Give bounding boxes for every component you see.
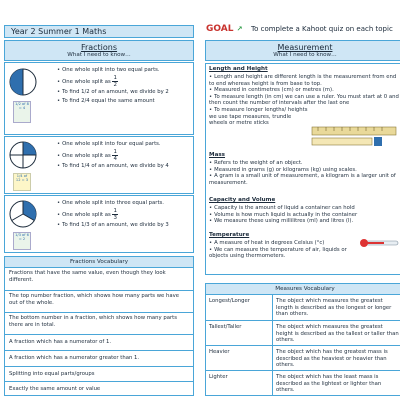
measurement-title: Measurement xyxy=(277,43,333,52)
third-example-box xyxy=(13,232,31,250)
quarters-line-1: • One whole split into four equal parts. xyxy=(57,141,191,148)
measures-term: Tallest/Taller xyxy=(209,324,242,330)
half-fraction: $\frac{1}{2}$ xyxy=(113,74,117,88)
measures-row xyxy=(206,370,400,396)
measures-term: Heavier xyxy=(209,349,230,355)
left-title-box xyxy=(4,25,194,38)
measures-row xyxy=(206,295,400,320)
half-example-label: 1/2 of 8 = 4 xyxy=(15,102,29,111)
thermometer-icon xyxy=(356,236,400,250)
halves-line-1: • One whole split into two equal parts. xyxy=(57,67,191,74)
vocab-row: The bottom number in a fraction, which shows how many parts there are in total. xyxy=(5,312,193,334)
quarter-circle-icon xyxy=(8,140,38,170)
fractions-vocab-title: Fractions Vocabulary xyxy=(69,259,129,265)
temperature-heading: Temperature xyxy=(209,232,250,238)
halves-line-4: • To find 2/4 equal the same amount xyxy=(57,98,191,105)
length-line: • Length and height are different length is the measurement from end to end whereas height is from base to top. xyxy=(209,74,399,87)
mass-heading: Mass xyxy=(209,152,226,158)
measures-def: The object which measures the greatest height is described as the tallest or taller than others. xyxy=(272,321,400,345)
quarters-line-2 xyxy=(57,149,191,162)
capacity-text xyxy=(209,205,399,225)
mass-text xyxy=(209,160,399,186)
fractions-vocab-rows xyxy=(5,268,193,395)
capacity-line: • We measure these using millilitres (ml) and litres (l). xyxy=(209,218,399,225)
halves-line-2-text: One whole split as xyxy=(62,78,111,85)
vocab-row: A fraction which has a numerator greater than 1. xyxy=(5,350,193,366)
length-text xyxy=(209,74,399,127)
quarters-block xyxy=(4,136,194,194)
ruler-icon xyxy=(310,126,400,148)
mass-line: • Refers to the weight of an object. xyxy=(209,160,399,167)
temperature-text xyxy=(209,240,349,260)
measures-def: The object which has the greatest mass is described as the heaviest or heavier than others. xyxy=(272,346,400,370)
goal-arrow-icon: ↗ xyxy=(236,25,243,33)
thirds-line-3: • To find 1/3 of an amount, we divide by 3 xyxy=(57,222,191,229)
capacity-line: • Capacity is the amount of liquid a container can hold xyxy=(209,205,399,212)
capacity-line: • Volume is how much liquid is actually in the container xyxy=(209,212,399,219)
length-line: • To measure longer lengths/ heights we use tape measures, trundle wheels or metre sticks xyxy=(209,107,309,127)
measures-term: Lighter xyxy=(209,374,228,380)
thirds-line-2-text: One whole split as xyxy=(62,211,111,218)
halves-line-3: • To find 1/2 of an amount, we divide by 2 xyxy=(57,89,191,96)
measures-vocab-header xyxy=(205,283,400,295)
goal-logo xyxy=(206,24,246,38)
quarters-line-3: • To find 1/4 of an amount, we divide by 4 xyxy=(57,163,191,170)
measurement-header xyxy=(205,40,400,61)
fractions-subtitle: What I need to know… xyxy=(67,52,131,58)
measures-def: The object which has the least mass is described as the lightest or lighter than others. xyxy=(272,371,400,396)
thirds-line-1: • One whole split into three equal parts. xyxy=(57,200,191,207)
measurement-body xyxy=(205,63,400,275)
fractions-header xyxy=(4,40,194,61)
quarters-text xyxy=(57,141,191,169)
thirds-block xyxy=(4,195,194,253)
vocab-row: A fraction which has a numerator of 1. xyxy=(5,334,193,350)
third-fraction: $\frac{1}{3}$ xyxy=(113,207,117,221)
fractions-vocab-table xyxy=(4,256,194,396)
measures-def: The object which measures the greatest length is described as the longest or longer than others. xyxy=(272,295,400,320)
third-example-label: 1/3 of 6 = 2 xyxy=(15,233,29,242)
vocab-row: Exactly the same amount or value xyxy=(5,381,193,396)
goal-logo-text: GOAL xyxy=(206,24,234,34)
quarter-example-label: 1/4 of 12 = 3 xyxy=(15,174,29,183)
vocab-row: Splitting into equal parts/groups xyxy=(5,366,193,381)
thirds-text xyxy=(57,200,191,228)
halves-block xyxy=(4,62,194,135)
measures-row xyxy=(206,320,400,345)
temperature-line: • A measure of heat in degrees Celsius (°c) xyxy=(209,240,349,247)
half-circle-icon xyxy=(8,67,38,97)
half-example-box xyxy=(13,101,31,123)
length-heading: Length and Height xyxy=(209,66,268,72)
page-title: Year 2 Summer 1 Maths xyxy=(11,27,107,36)
measures-vocab-title: Measures Vocabulary xyxy=(275,286,335,292)
quarter-example-box xyxy=(13,173,31,191)
halves-text xyxy=(57,67,191,105)
mass-line: • A gram is a small unit of measurement, a kilogram is a larger unit of measurement. xyxy=(209,173,399,186)
length-line: • To measure length (in cm) we can use a ruler. You must start at 0 and then count the number of intervals after the last one xyxy=(209,94,399,107)
kahoot-note: To complete a Kahoot quiz on each topic xyxy=(251,25,393,33)
third-circle-icon xyxy=(8,199,38,229)
fractions-title: Fractions xyxy=(80,43,118,52)
fractions-vocab-header xyxy=(4,256,194,268)
thirds-line-2 xyxy=(57,208,191,221)
quarters-line-2-text: One whole split as xyxy=(62,152,111,159)
measures-row xyxy=(206,345,400,370)
vocab-row: Fractions that have the same value, even though they look different. xyxy=(9,270,166,283)
measures-vocab-table xyxy=(205,283,400,396)
mass-line: • Measured in grams (g) or kilograms (kg) using scales. xyxy=(209,167,399,174)
capacity-heading: Capacity and Volume xyxy=(209,197,276,203)
halves-line-2 xyxy=(57,75,191,88)
temperature-line: • We can measure the temperature of air, liquids or objects using thermometers. xyxy=(209,247,349,260)
vocab-row: The top number fraction, which shows how many parts we have out of the whole. xyxy=(5,290,193,312)
measurement-subtitle: What I need to know… xyxy=(273,52,337,58)
measures-term: Longest/Longer xyxy=(209,298,250,304)
length-line: • Measured in centimetres (cm) or metres (m). xyxy=(209,87,399,94)
quarter-fraction: $\frac{1}{4}$ xyxy=(113,148,117,162)
measures-vocab-rows xyxy=(206,295,400,395)
